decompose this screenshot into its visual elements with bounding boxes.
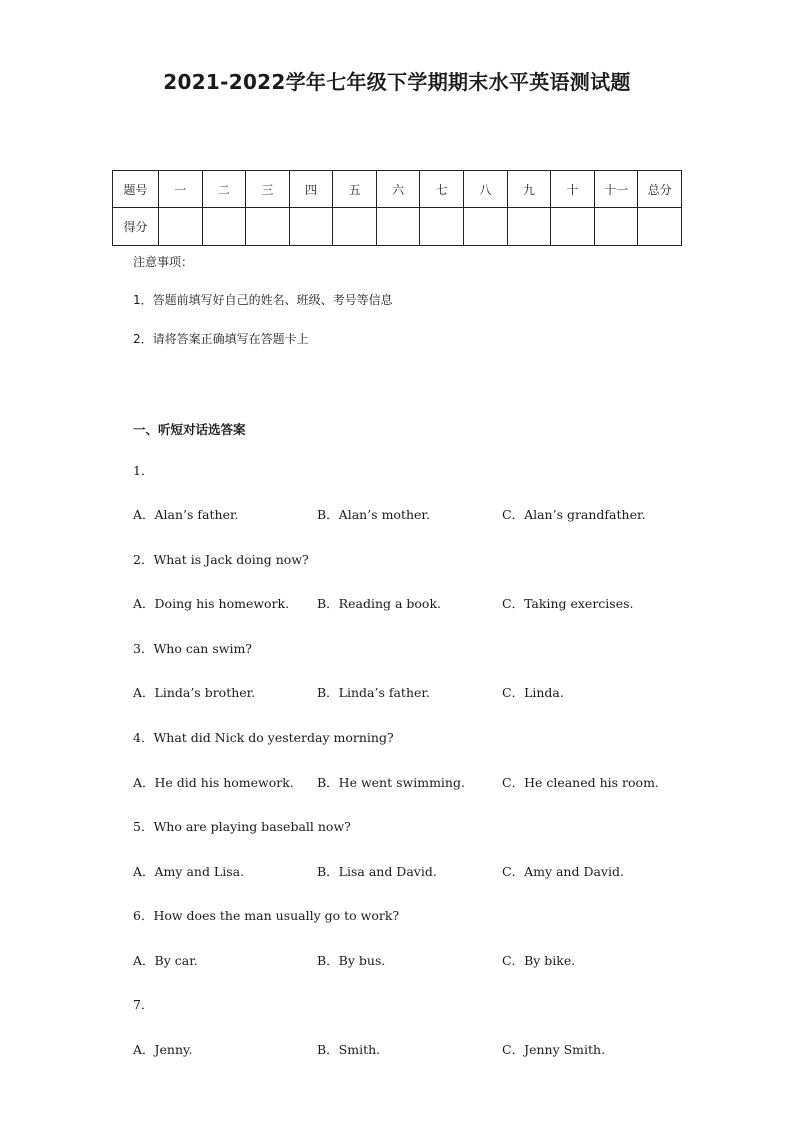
score-table-header-cell: 总分: [638, 171, 682, 208]
option-a: A．Linda’s brother.: [133, 685, 256, 700]
score-cell: [507, 208, 551, 246]
score-cell: [202, 208, 246, 246]
score-cell: [594, 208, 638, 246]
score-table-header-cell: 八: [464, 171, 508, 208]
option-b: B．Lisa and David.: [317, 864, 437, 879]
option-b: B．Reading a book.: [317, 596, 441, 611]
score-table-header-cell: 七: [420, 171, 464, 208]
score-table-header-cell: 四: [289, 171, 333, 208]
question-text: 5．Who are playing baseball now?: [133, 819, 351, 834]
score-row-label: 得分: [113, 208, 159, 246]
option-a: A．Doing his homework.: [133, 596, 290, 611]
option-c: C．By bike.: [502, 953, 576, 968]
score-table-header-cell: 十: [551, 171, 595, 208]
page-title: 2021-2022学年七年级下学期期末水平英语测试题: [163, 70, 631, 94]
score-table: [112, 170, 682, 246]
option-a: A．Jenny.: [133, 1042, 193, 1057]
question-text: 1．: [133, 463, 154, 478]
option-a: A．He did his homework.: [133, 775, 294, 790]
option-c: C．He cleaned his room.: [502, 775, 659, 790]
option-b: B．Alan’s mother.: [317, 507, 431, 522]
notes-item: 1．答题前填写好自己的姓名、班级、考号等信息: [133, 293, 393, 307]
question-text: 2．What is Jack doing now?: [133, 552, 309, 567]
question-text: 3．Who can swim?: [133, 641, 252, 656]
score-table-header-row: [113, 171, 682, 208]
score-cell: [159, 208, 203, 246]
score-table-header-cell: 十一: [594, 171, 638, 208]
score-cell: [464, 208, 508, 246]
score-cell: [333, 208, 377, 246]
option-c: C．Jenny Smith.: [502, 1042, 606, 1057]
option-c: C．Linda.: [502, 685, 564, 700]
option-b: B．By bus.: [317, 953, 386, 968]
section-heading: 一、听短对话选答案: [133, 422, 246, 437]
option-c: C．Taking exercises.: [502, 596, 634, 611]
question-text: 7．: [133, 997, 154, 1012]
score-table-header-cell: 五: [333, 171, 377, 208]
score-table-header-cell: 一: [159, 171, 203, 208]
option-a: A．By car.: [133, 953, 198, 968]
question-text: 6．How does the man usually go to work?: [133, 908, 400, 923]
score-cell: [551, 208, 595, 246]
notes-heading: 注意事项：: [133, 255, 194, 269]
score-table-header-cell: 六: [376, 171, 420, 208]
score-table-header-cell: 三: [246, 171, 290, 208]
score-table-header-cell: 题号: [113, 171, 159, 208]
score-cell: [376, 208, 420, 246]
option-b: B．Linda’s father.: [317, 685, 430, 700]
option-b: B．Smith.: [317, 1042, 381, 1057]
option-b: B．He went swimming.: [317, 775, 465, 790]
question-text: 4．What did Nick do yesterday morning?: [133, 730, 394, 745]
option-a: A．Alan’s father.: [133, 507, 239, 522]
score-table-header-cell: 九: [507, 171, 551, 208]
score-cell: [289, 208, 333, 246]
score-table-score-row: [113, 208, 682, 246]
score-cell: [246, 208, 290, 246]
option-c: C．Alan’s grandfather.: [502, 507, 646, 522]
option-a: A．Amy and Lisa.: [133, 864, 245, 879]
score-table-header-cell: 二: [202, 171, 246, 208]
score-cell: [638, 208, 682, 246]
score-cell: [420, 208, 464, 246]
notes-item: 2．请将答案正确填写在答题卡上: [133, 332, 309, 346]
option-c: C．Amy and David.: [502, 864, 624, 879]
